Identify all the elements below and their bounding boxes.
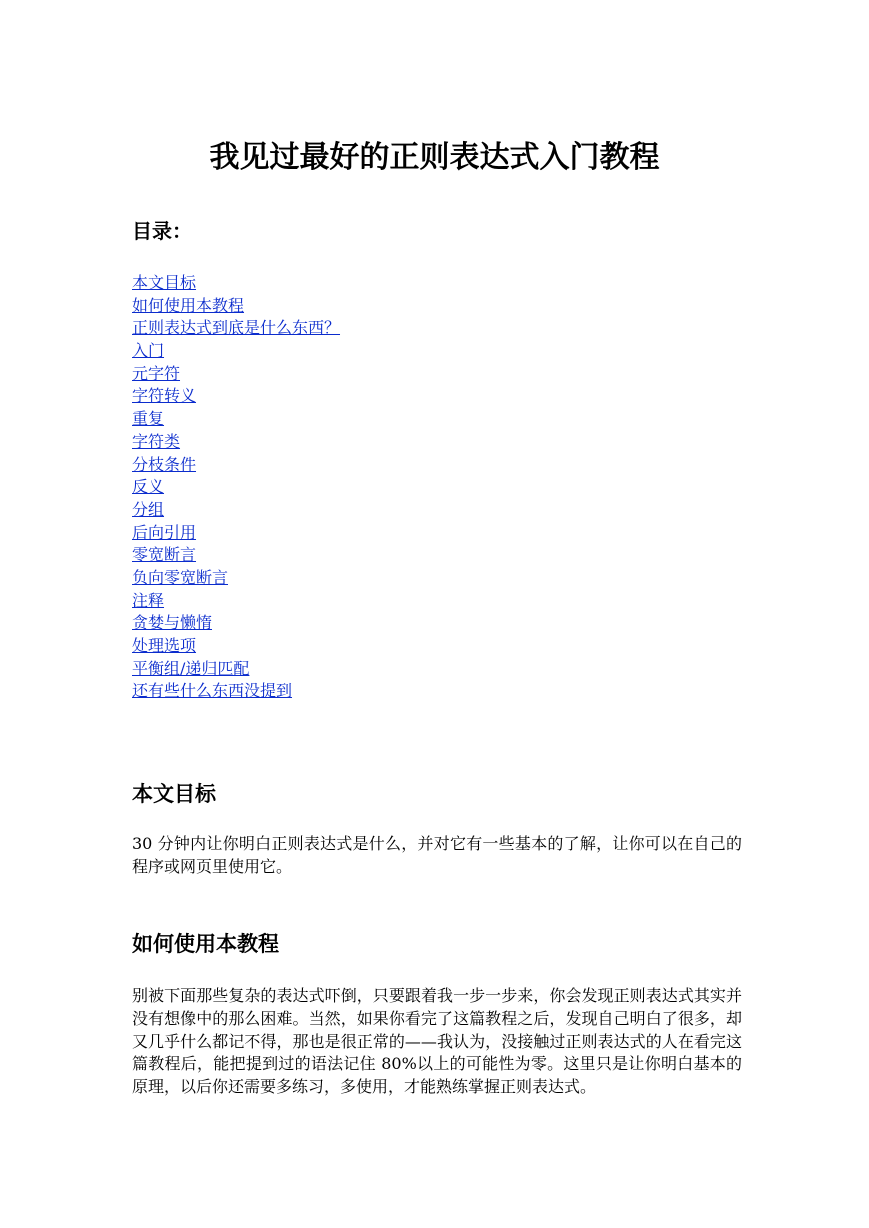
toc-item	[132, 635, 340, 658]
toc-link-alternation[interactable]: 分枝条件	[132, 454, 197, 474]
toc-heading: 目录：	[132, 219, 192, 243]
section-body-how-to-use: 别被下面那些复杂的表达式吓倒，只要跟着我一步一步来，你会发现正则表达式其实并没有想像中的那么困难。当然，如果你看完了这篇教程之后，发现自己明白了很多，却又几乎什么都记不得，那也是很正常的——我认为，没接触过正则表达式的人在看完这篇教程后，能把提到过的语法记住 80%以上的可能性为零。这里只是让你明白基本的原理，以后你还需要多练习，多使用，才能熟练掌握正则表达式。	[132, 986, 742, 1097]
toc-item	[132, 612, 340, 635]
toc-item	[132, 385, 340, 408]
toc-link-balancing-groups[interactable]: 平衡组/递归匹配	[132, 658, 250, 678]
document-title: 我见过最好的正则表达式入门教程	[209, 140, 660, 175]
toc-link-backreferences[interactable]: 后向引用	[132, 522, 197, 542]
toc-link-how-to-use[interactable]: 如何使用本教程	[132, 295, 245, 315]
toc-link-what-is-regex[interactable]: 正则表达式到底是什么东西？	[132, 318, 341, 338]
toc-link-negation[interactable]: 反义	[132, 477, 165, 497]
toc-item	[132, 431, 340, 454]
toc-link-escaping[interactable]: 字符转义	[132, 386, 197, 406]
toc-item	[132, 295, 340, 318]
toc-link-metacharacters[interactable]: 元字符	[132, 363, 181, 383]
section-body-goal: 30 分钟内让你明白正则表达式是什么，并对它有一些基本的了解，让你可以在自己的程序或网页里使用它。	[132, 834, 742, 876]
toc-item	[132, 680, 340, 703]
section-heading-how-to-use: 如何使用本教程	[132, 932, 279, 956]
toc-item	[132, 658, 340, 681]
toc-item	[132, 454, 340, 477]
toc-item	[132, 476, 340, 499]
toc-item	[132, 272, 340, 295]
toc-link-not-mentioned[interactable]: 还有些什么东西没提到	[132, 681, 293, 701]
toc-item	[132, 363, 340, 386]
toc-link-options[interactable]: 处理选项	[132, 636, 197, 655]
toc-item	[132, 340, 340, 363]
toc-item	[132, 590, 340, 613]
toc-link-getting-started[interactable]: 入门	[132, 341, 165, 361]
toc-item	[132, 522, 340, 545]
toc-item	[132, 317, 340, 340]
toc-link-lookaround[interactable]: 零宽断言	[132, 545, 197, 565]
toc-item	[132, 544, 340, 567]
toc-link-greedy-lazy[interactable]: 贪婪与懒惰	[132, 613, 213, 633]
toc-link-repetition[interactable]: 重复	[132, 409, 165, 429]
toc-link-negative-lookaround[interactable]: 负向零宽断言	[132, 567, 229, 587]
toc-item	[132, 499, 340, 522]
toc-link-goal[interactable]: 本文目标	[132, 273, 197, 292]
toc-item	[132, 408, 340, 431]
toc-item	[132, 567, 340, 590]
toc-link-grouping[interactable]: 分组	[132, 499, 165, 519]
toc-link-comments[interactable]: 注释	[132, 590, 165, 610]
toc-link-character-classes[interactable]: 字符类	[132, 431, 181, 451]
section-heading-goal: 本文目标	[132, 782, 216, 806]
table-of-contents	[132, 272, 340, 703]
